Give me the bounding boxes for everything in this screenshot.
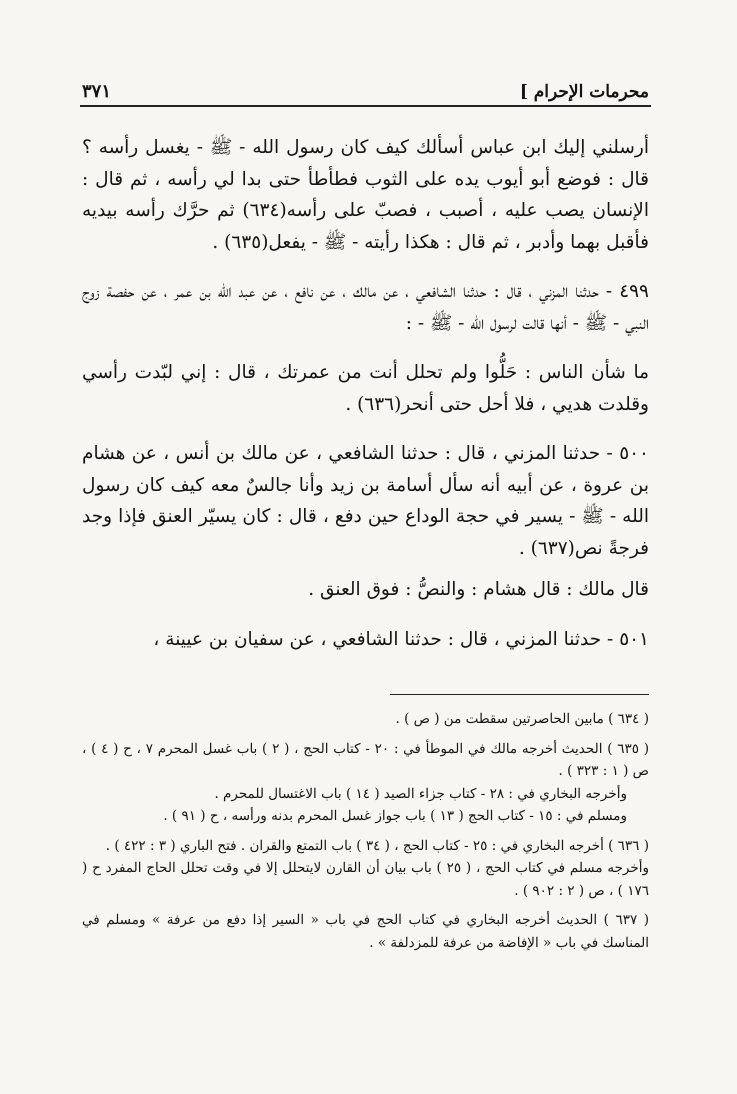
footnote-635-bukhari: وأخرجه البخاري في : ٢٨ - كتاب جزاء الصيد ( ١٤ ) باب الاغتسال للمحرم .: [214, 785, 627, 802]
paragraph: قال مالك : قال هشام : والنصُّ : فوق العنق .: [308, 579, 649, 600]
footnote-637: ( ٦٣٧ ) الحديث أخرجه البخاري في كتاب الحج في باب « السير إذا دفع من عرفة » ومسلم في المناسك في باب « الإفاضة من عرفة للمزدلفة » .: [82, 912, 649, 951]
footnote-635-muslim: ومسلم في : ١٥ - كتاب الحج ( ١٣ ) باب جواز غسل المحرم بدنه ورأسه ، ح ( ٩١ ) .: [163, 808, 627, 824]
footnote-636: ( ٦٣٦ ) أخرجه البخاري في : ٢٥ - كتاب الحج ، ( ٣٤ ) باب التمتع والقران . فتح الباري ( ٣ : ٤٢٢ ) .: [105, 837, 649, 854]
page-header: [82, 72, 649, 102]
hadith-499: ٤٩٩ - حدثنا المزني ، قال : حدثنا الشافعي ، عن مالك ، عن نافع ، عن عبد الله بن عمر ، عن حفصة زوج النبي - ﷺ - أنها قالت لرسول الله - ﷺ - :: [82, 281, 649, 334]
paragraph: ما شأن الناس : حَلُّوا ولم تحلل أنت من عمرتك ، قال : إني لبّدت رأسي وقلدت هديي ، فلا أحل حتى أنحر(٦٣٦) .: [82, 362, 649, 415]
hadith-501: ٥٠١ - حدثنا المزني ، قال : حدثنا الشافعي ، عن سفيان بن عيينة ،: [153, 628, 649, 650]
footnote-rule: [390, 694, 649, 695]
footnote-634: ( ٦٣٤ ) مابين الحاصرتين سقطت من ( ص ) .: [395, 711, 649, 727]
running-title: محرمات الإحرام ]: [519, 82, 649, 102]
page-number: ٣٧١: [82, 81, 112, 102]
main-text: [82, 132, 649, 655]
footnote-635: ( ٦٣٥ ) الحديث أخرجه مالك في الموطأ في : ٢٠ - كتاب الحج ، ( ٢ ) باب غسل المحرم ٧ ، ح ( ٤ ) ، ص ( ١ : ٣٢٣ ) .: [82, 740, 649, 779]
paragraph: أرسلني إليك ابن عباس أسألك كيف كان رسول الله - ﷺ - يغسل رأسه ؟ قال : فوضع أبو أيوب يده على الثوب فطأطأ حتى بدا لي رأسه ، ثم قال : الإنسان يصب عليه ، أصبب ، فصبّ على رأسه(٦٣٤) ثم حرَّك رأسه بيديه فأقبل بهما وأدبر ، ثم قال : هكذا رأيته - ﷺ - يفعل(٦٣٥) .: [82, 137, 649, 253]
footnote-636-muslim: وأخرجه مسلم في كتاب الحج ، ( ٢٥ ) باب بيان أن القارن لايتحلل إلا في وقت تحلل الحاج المفرد ح ( ١٧٦ ) ، ص ( ٢ : ٩٠٢ ) .: [82, 860, 649, 899]
footnotes: [82, 708, 649, 954]
hadith-500: ٥٠٠ - حدثنا المزني ، قال : حدثنا الشافعي ، عن مالك بن أنس ، عن هشام بن عروة ، عن أبيه أنه سأل أسامة بن زيد وأنا جالسٌ معه كيف كان رسول الله - ﷺ - يسير في حجة الوداع حين دفع ، قال : كان يسيّر العنق فإذا وجد فرجةً نص(٦٣٧) .: [82, 443, 649, 559]
header-rule: [80, 105, 651, 107]
